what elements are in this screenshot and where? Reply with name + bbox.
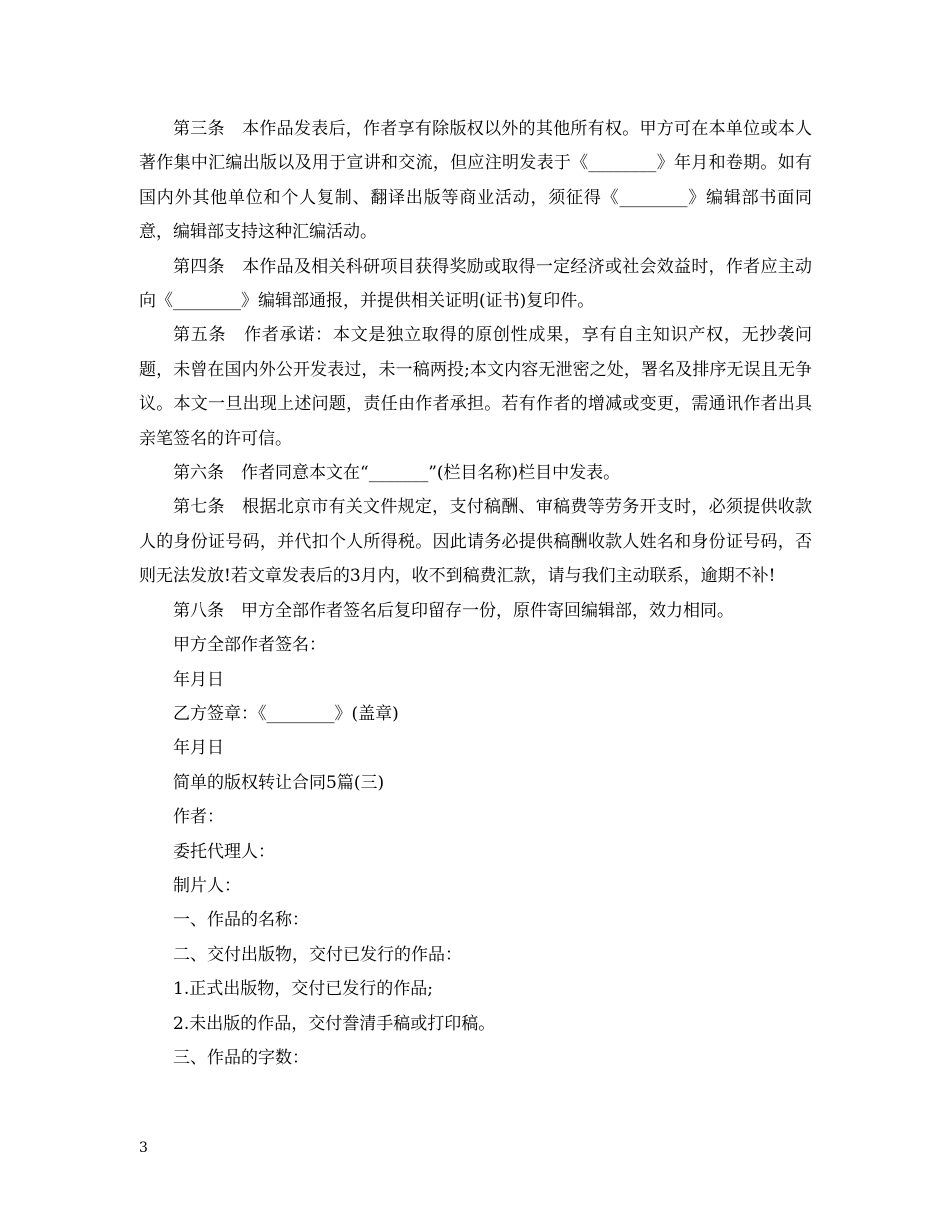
item-delivery: 二、交付出版物，交付已发行的作品：	[173, 944, 462, 965]
clause-5: 第五条 作者承诺：本文是独立取得的原创性成果，享有自主知识产权，无抄袭问题，未曾在国内外公开发表过，未一稿两投;本文内容无泄密之处，署名及排序无误且无争议。本文一旦出现上述问题，责任由作者承担。若有作者的增减或变更，需通讯作者出具亲笔签名的许可信。	[139, 325, 812, 449]
item-delivery-unpublished: 2.未出版的作品，交付誊清手稿或打印稿。	[173, 1013, 496, 1034]
party-b-seal-line: 乙方签章：《________》(盖章)	[173, 703, 399, 724]
party-a-date-line: 年月日	[173, 669, 224, 690]
page-number: 3	[139, 1140, 148, 1156]
document-body	[139, 112, 812, 1075]
author-line: 作者：	[173, 807, 224, 828]
item-work-name: 一、作品的名称：	[173, 910, 309, 931]
item-word-count: 三、作品的字数：	[173, 1047, 309, 1068]
agent-line: 委托代理人：	[173, 841, 275, 862]
clause-8: 第八条 甲方全部作者签名后复印留存一份，原件寄回编辑部，效力相同。	[173, 600, 734, 621]
party-a-signature-line: 甲方全部作者签名：	[173, 635, 326, 656]
clause-7: 第七条 根据北京市有关文件规定，支付稿酬、审稿费等劳务开支时，必须提供收款人的身份证号码，并代扣个人所得税。因此请务必提供稿酬收款人姓名和身份证号码，否则无法发放!若文章发表后的3月内，收不到稿费汇款，请与我们主动联系，逾期不补!	[139, 497, 812, 587]
producer-line: 制片人：	[173, 875, 241, 896]
section-heading: 简单的版权转让合同5篇(三)	[173, 772, 385, 793]
clause-3: 第三条 本作品发表后，作者享有除版权以外的其他所有权。甲方可在本单位或本人著作集中汇编出版以及用于宣讲和交流，但应注明发表于《________》年月和卷期。如有国内外其他单位和个人复制、翻译出版等商业活动，须征得《________》编辑部书面同意，编辑部支持这种汇编活动。	[139, 119, 812, 243]
item-delivery-published: 1.正式出版物，交付已发行的作品;	[173, 979, 433, 1000]
clause-4: 第四条 本作品及相关科研项目获得奖励或取得一定经济或社会效益时，作者应主动向《________》编辑部通报，并提供相关证明(证书)复印件。	[139, 256, 812, 312]
party-b-date-line: 年月日	[173, 738, 224, 759]
clause-6: 第六条 作者同意本文在“_______”(栏目名称)栏目中发表。	[173, 463, 621, 484]
